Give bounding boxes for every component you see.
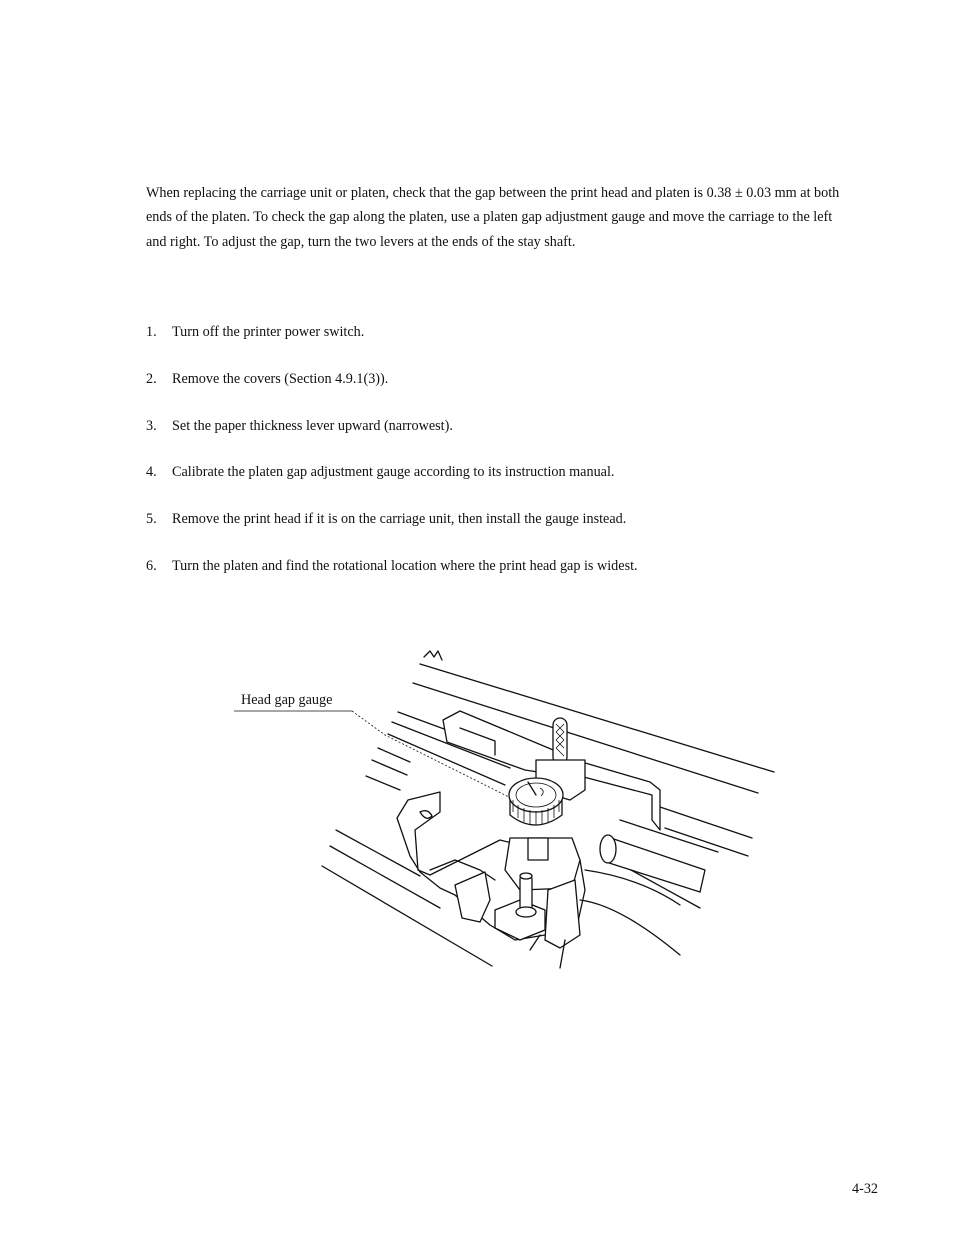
step-3 <box>146 416 453 436</box>
step-text: Calibrate the platen gap adjustment gauge according to its instruction manual. <box>172 464 615 480</box>
page-number: 4-32 <box>852 1181 879 1197</box>
step-text: Set the paper thickness lever upward (narrowest). <box>172 418 453 434</box>
figure-label: Head gap gauge <box>241 692 333 708</box>
step-1 <box>146 322 364 342</box>
step-number: 4. <box>146 464 157 480</box>
step-2 <box>146 369 388 389</box>
step-number: 1. <box>146 324 157 340</box>
step-number: 2. <box>146 371 157 387</box>
step-4 <box>146 462 614 482</box>
intro-paragraph: When replacing the carriage unit or platen, check that the gap between the print head and platen is 0.38 ± 0.03 mm at both ends of the platen. To check the gap along the platen, use a platen gap adjustment gauge and move the carriage to the left and right. To adjust the gap, turn the two levers at the ends of the stay shaft. <box>146 185 840 250</box>
step-text: Remove the print head if it is on the carriage unit, then install the gauge instead. <box>172 511 627 527</box>
step-text: Turn off the printer power switch. <box>172 324 365 340</box>
step-5 <box>146 509 626 529</box>
step-number: 6. <box>146 558 157 574</box>
step-number: 5. <box>146 511 157 527</box>
step-6 <box>146 556 638 576</box>
step-text: Remove the covers (Section 4.9.1(3)). <box>172 371 389 387</box>
step-number: 3. <box>146 418 157 434</box>
step-text: Turn the platen and find the rotational location where the print head gap is widest. <box>172 558 638 574</box>
